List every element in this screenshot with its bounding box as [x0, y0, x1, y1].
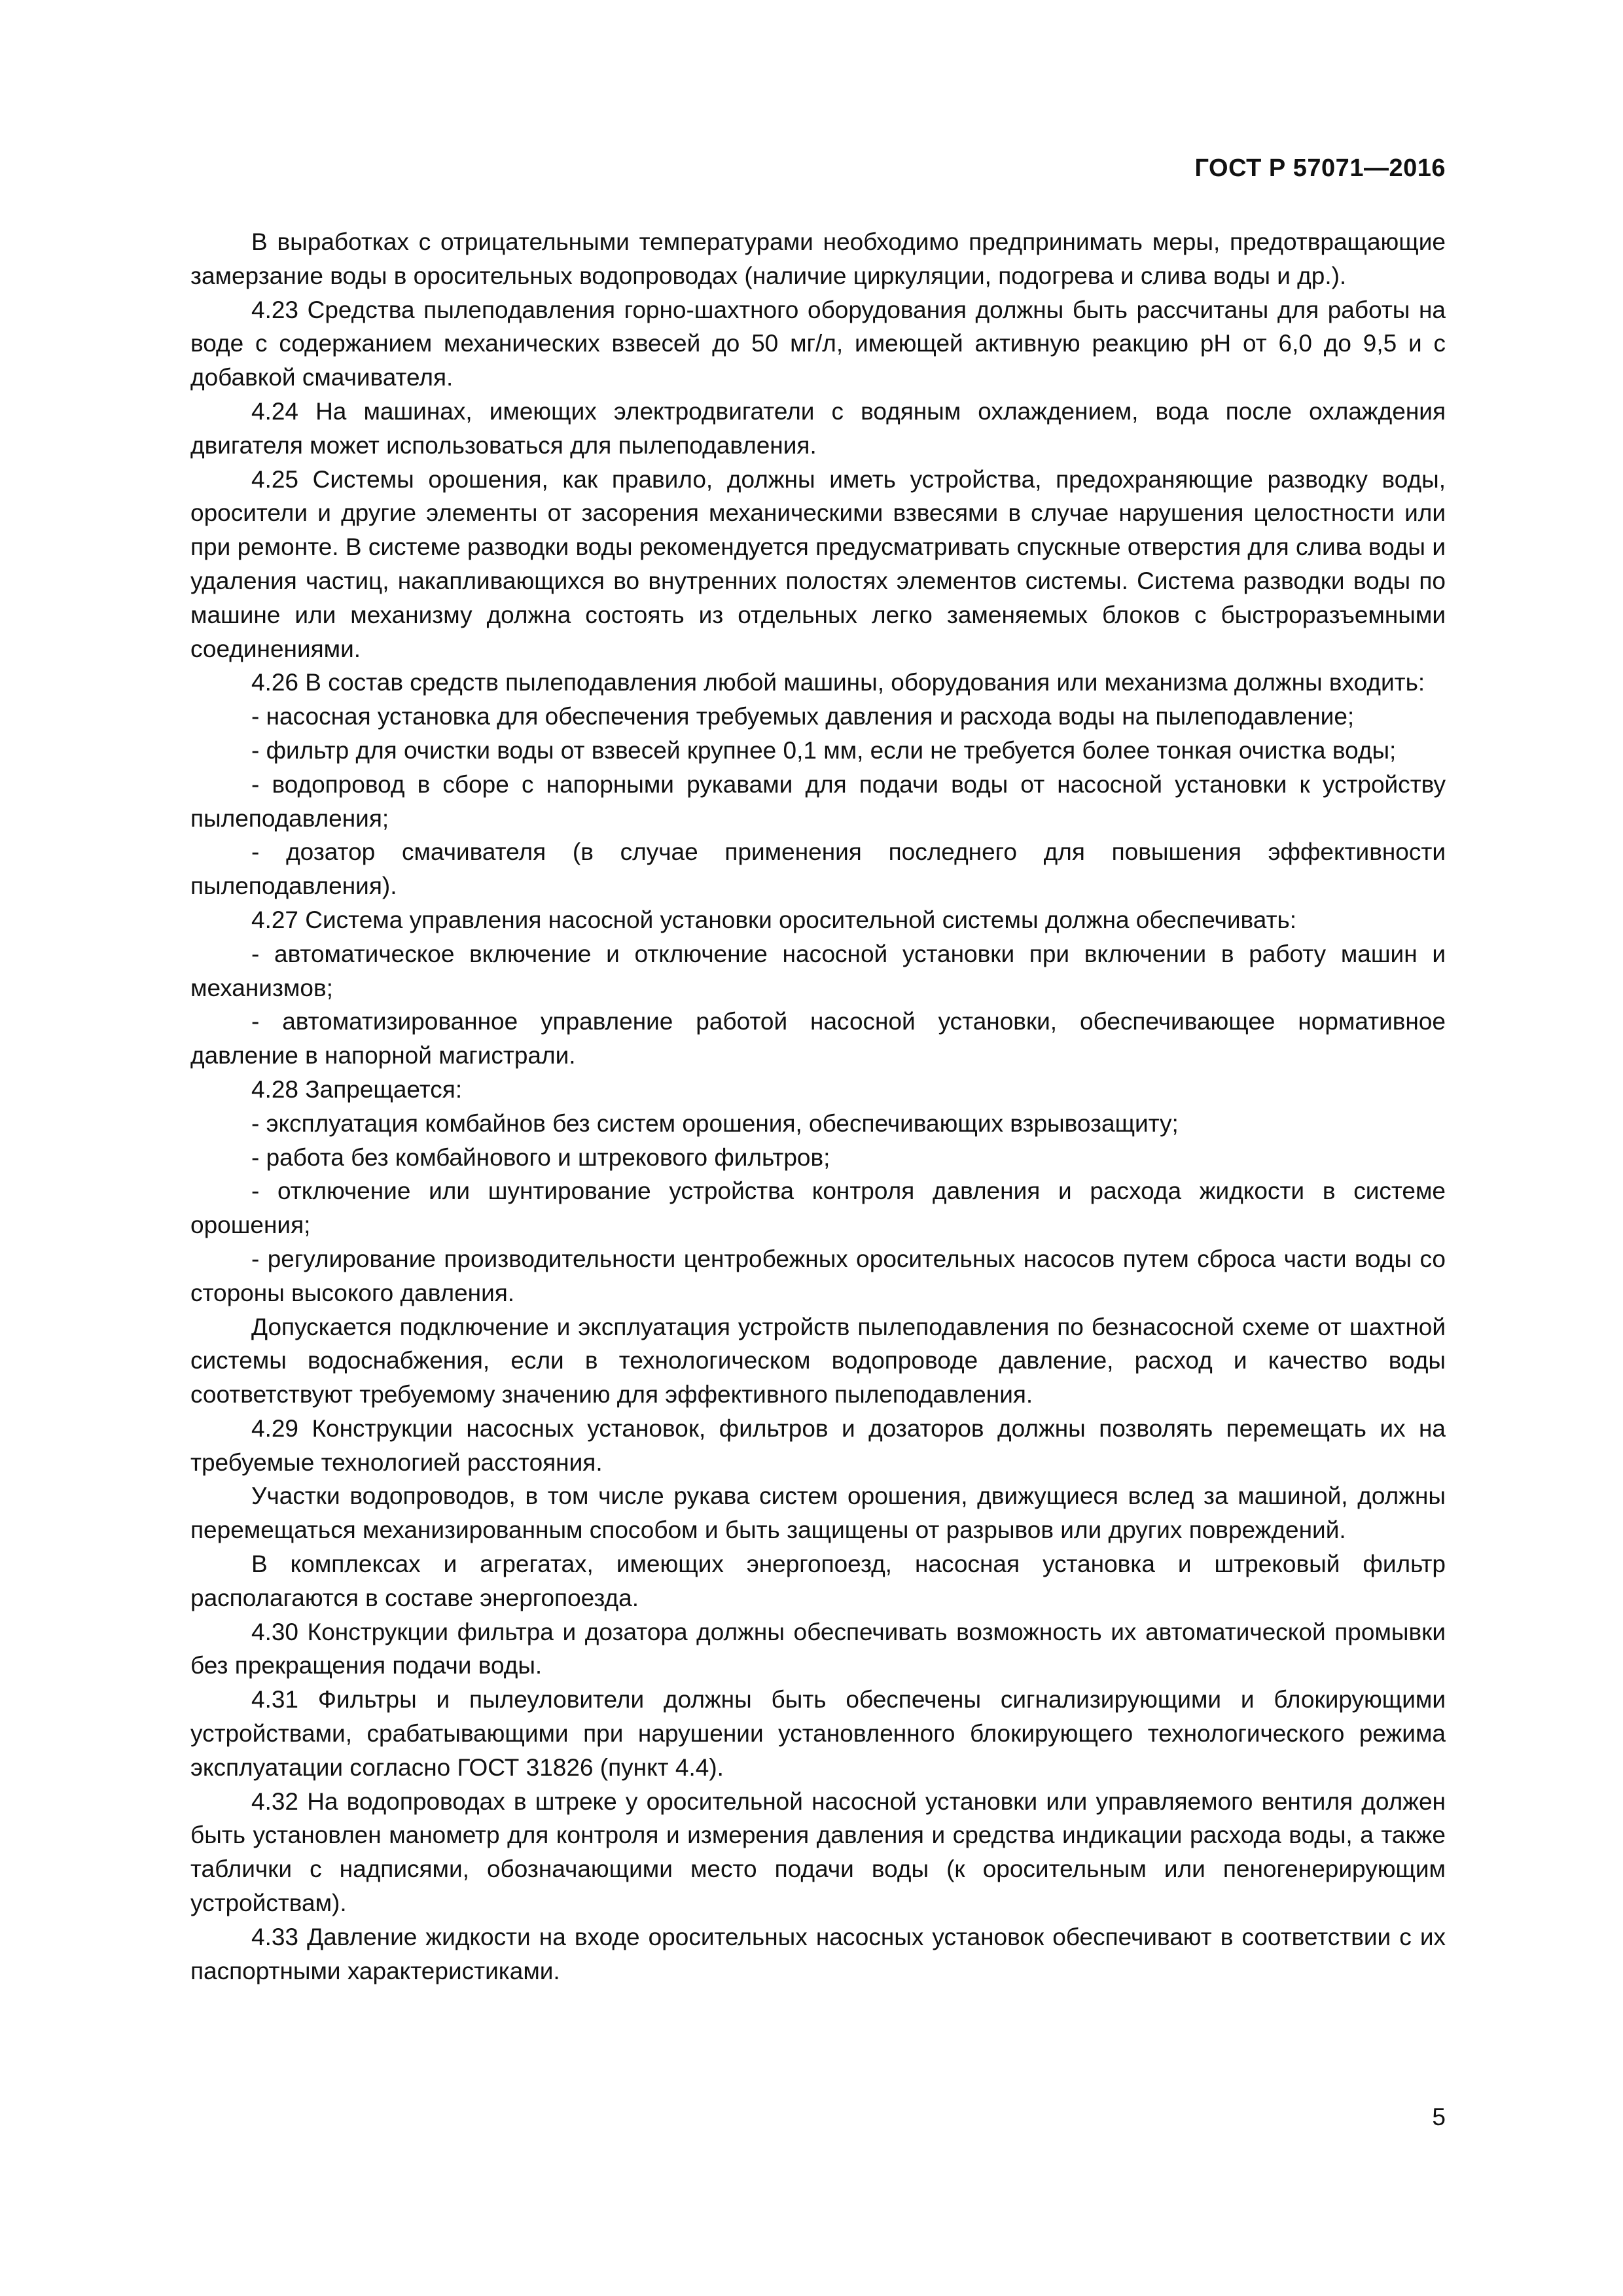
clause-4-27: 4.27 Система управления насосной установки оросительной системы должна обеспечивать: — [251, 906, 1297, 933]
list-item: - фильтр для очистки воды от взвесей крупнее 0,1 мм, если не требуется более тонкая очистка воды; — [251, 736, 1397, 764]
list-item: - автоматическое включение и отключение насосной установки при включении в работу машин и механизмов; — [190, 940, 1446, 1001]
clause-4-28: 4.28 Запрещается: — [251, 1075, 463, 1103]
clause-4-23: 4.23 Средства пылеподавления горно-шахтного оборудования должны быть рассчитаны для работы на воде с содержанием механических взвесей до 50 мг/л, имеющей активную реакцию pH от 6,0 до 9,5 и с добавкой смачивателя. — [190, 296, 1446, 391]
clause-4-29: 4.29 Конструкции насосных установок, фильтров и дозаторов должны позволять перемещать их на требуемые технологией расстояния. — [190, 1414, 1446, 1476]
paragraph: В комплексах и агрегатах, имеющих энергопоезд, насосная установка и штрековый фильтр располагаются в составе энергопоезда. — [190, 1551, 1446, 1611]
document-code: ГОСТ Р 57071—2016 — [1194, 154, 1446, 182]
clause-4-31: 4.31 Фильтры и пылеуловители должны быть обеспечены сигнализирующими и блокирующими устройствами, срабатывающими при нарушении установленного блокирующего технологического режима эксплуатации согласно ГОСТ 31826 (пункт 4.4). — [190, 1686, 1446, 1781]
clause-4-25: 4.25 Системы орошения, как правило, должны иметь устройства, предохраняющие разводку воды, оросители и другие элементы от засорения механическими взвесями в случае нарушения целостности или при ремонте. В системе разводки воды рекомендуется предусматривать спускные отверстия для слива воды и удаления частиц, накапливающихся во внутренних полостях элементов системы. Система разводки воды по машине или механизму должна состоять из отдельных легко заменяемых блоков с быстроразъемными соединениями. — [190, 465, 1446, 662]
paragraph: Допускается подключение и эксплуатация устройств пылеподавления по безнасосной схеме от шахтной системы водоснабжения, если в технологическом водопроводе давление, расход и качество воды соответствуют требуемому значению для эффективного пылеподавления. — [190, 1313, 1446, 1408]
clause-4-24: 4.24 На машинах, имеющих электродвигатели с водяным охлаждением, вода после охлаждения двигателя может использоваться для пылеподавления. — [190, 397, 1446, 459]
clause-4-26: 4.26 В состав средств пылеподавления любой машины, оборудования или механизма должны входить: — [251, 669, 1425, 696]
paragraph: В выработках с отрицательными температурами необходимо предпринимать меры, предотвращающие замерзание воды в оросительных водопроводах (наличие циркуляции, подогрева и слива воды и др.). — [190, 228, 1446, 289]
list-item: - эксплуатация комбайнов без систем орошения, обеспечивающих взрывозащиту; — [251, 1109, 1179, 1137]
document-body — [190, 225, 1446, 1988]
list-item: - насосная установка для обеспечения требуемых давления и расхода воды на пылеподавление; — [251, 703, 1355, 730]
list-item: - водопровод в сборе с напорными рукавами для подачи воды от насосной установки к устройству пылеподавления; — [190, 770, 1446, 832]
list-item: - отключение или шунтирование устройства контроля давления и расхода жидкости в системе орошения; — [190, 1177, 1446, 1239]
list-item: - дозатор смачивателя (в случае применения последнего для повышения эффективности пылеподавления). — [190, 838, 1446, 900]
clause-4-32: 4.32 На водопроводах в штреке у оросительной насосной установки или управляемого вентиля должен быть установлен манометр для контроля и измерения давления и средства индикации расхода воды, а также таблички с надписями, обозначающими место подачи воды (к оросительным или пеногенерирующим устройствам). — [190, 1787, 1446, 1917]
page-number: 5 — [1432, 2104, 1446, 2130]
list-item: - автоматизированное управление работой насосной установки, обеспечивающее нормативное давление в напорной магистрали. — [190, 1008, 1446, 1069]
list-item: - работа без комбайнового и штрекового фильтров; — [251, 1143, 830, 1171]
clause-4-30: 4.30 Конструкции фильтра и дозатора должны обеспечивать возможность их автоматической промывки без прекращения подачи воды. — [190, 1618, 1446, 1679]
clause-4-33: 4.33 Давление жидкости на входе оросительных насосных установок обеспечивают в соответствии с их паспортными характеристиками. — [190, 1923, 1446, 1984]
list-item: - регулирование производительности центробежных оросительных насосов путем сброса части воды со стороны высокого давления. — [190, 1245, 1446, 1306]
paragraph: Участки водопроводов, в том числе рукава систем орошения, движущиеся вслед за машиной, должны перемещаться механизированным способом и быть защищены от разрывов или других повреждений. — [190, 1482, 1446, 1544]
